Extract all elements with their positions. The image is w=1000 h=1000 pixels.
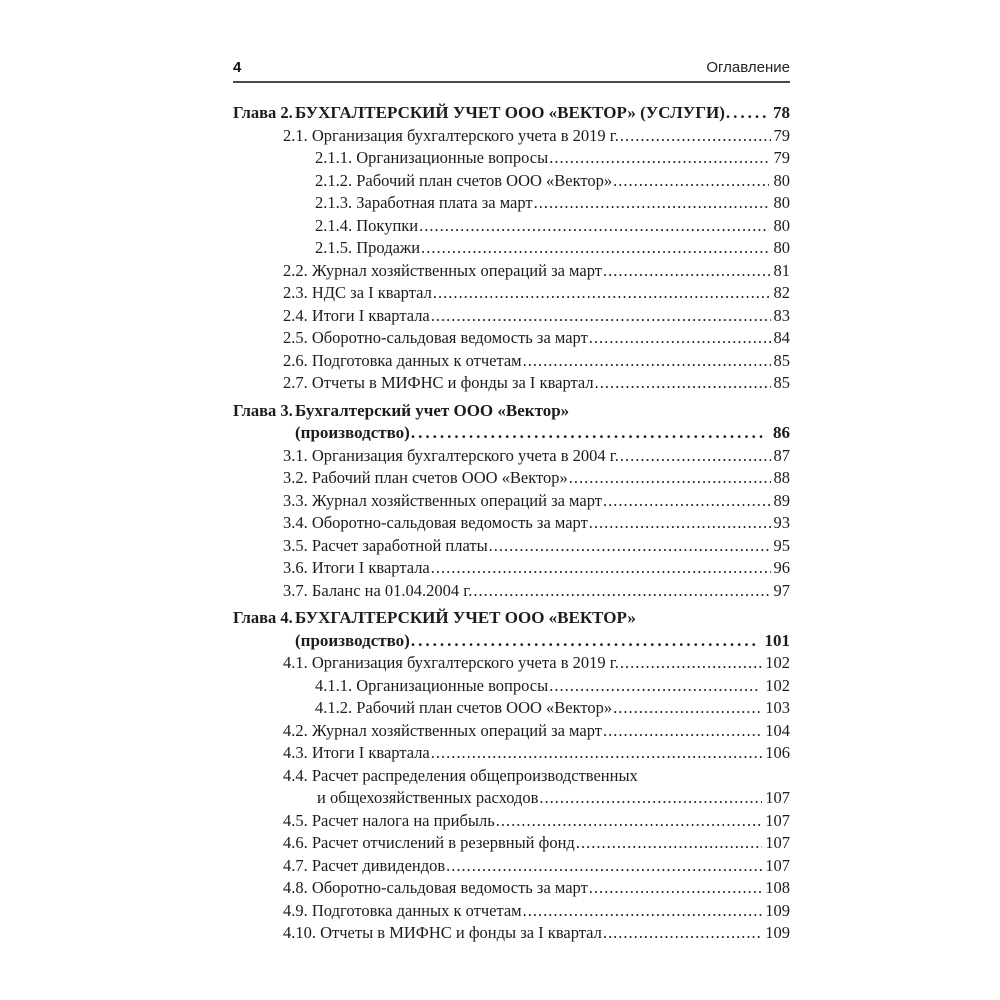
- dot-leader: [620, 125, 771, 148]
- entry-page-number: 81: [773, 260, 790, 280]
- entry-page-number: 80: [773, 215, 790, 235]
- entry-page-number: 102: [765, 653, 790, 672]
- entry-body: [283, 720, 790, 743]
- dot-leader: [576, 832, 762, 855]
- entry-page-number: 106: [765, 743, 790, 762]
- entry-line: [315, 237, 790, 260]
- entry-text: 2.2. Журнал хозяйственных операций за март: [283, 260, 602, 280]
- entry-page-number: 88: [773, 468, 790, 487]
- entry-page-number: 102: [765, 675, 790, 695]
- entry-body: [283, 490, 790, 513]
- entry-line: [283, 832, 790, 855]
- dot-leader: [603, 922, 762, 945]
- entry-body: [315, 192, 790, 215]
- toc-entry: [233, 557, 790, 580]
- dot-leader: [589, 512, 771, 535]
- entry-page-number: 109: [765, 923, 790, 942]
- entry-line: [315, 192, 790, 215]
- entry-text: 2.4. Итоги I квартала: [283, 305, 430, 325]
- entry-page-number: 79: [773, 125, 790, 145]
- entry-line: [283, 652, 790, 675]
- page-number: 4: [233, 59, 242, 76]
- entry-line: [283, 900, 790, 923]
- dot-leader: [620, 652, 762, 675]
- entry-line: [283, 490, 790, 513]
- entry-text: (производство): [295, 630, 410, 650]
- running-header: [233, 58, 790, 83]
- entry-body: [283, 372, 790, 395]
- toc-entry: [233, 467, 790, 490]
- toc-entry: [233, 372, 790, 395]
- entry-line: [283, 787, 790, 810]
- entry-line: [283, 512, 790, 535]
- entry-text: (производство): [295, 423, 410, 442]
- entry-body: [283, 445, 790, 468]
- entry-body: [283, 900, 790, 923]
- dot-leader: [433, 282, 771, 305]
- entry-text: 3.7. Баланс на 01.04.2004 г.: [283, 580, 473, 600]
- entry-line: [283, 877, 790, 900]
- dot-leader: [726, 102, 767, 125]
- entry-text: 3.1. Организация бухгалтерского учета в 2004 г.: [283, 445, 619, 465]
- dot-leader: [595, 372, 771, 395]
- toc-entry: [233, 832, 790, 855]
- entry-text: 2.7. Отчеты в МИФНС и фонды за I квартал: [283, 373, 594, 392]
- entry-text: 2.3. НДС за I квартал: [283, 283, 432, 302]
- entry-text: 4.8. Оборотно-сальдовая ведомость за март: [283, 878, 588, 897]
- dot-leader: [446, 855, 762, 878]
- dot-leader: [589, 327, 771, 350]
- chapter-label: Глава 3.: [233, 400, 293, 420]
- entry-line: [283, 720, 790, 743]
- entry-line: [283, 350, 790, 373]
- entry-line: [283, 327, 790, 350]
- dot-leader: [523, 900, 763, 923]
- toc-entry: [233, 305, 790, 328]
- entry-text: 4.7. Расчет дивидендов: [283, 855, 446, 875]
- toc-entry: [233, 765, 790, 810]
- entry-page-number: 107: [765, 788, 790, 807]
- entry-body: [315, 675, 790, 698]
- dot-leader: [473, 580, 770, 603]
- dot-leader: [549, 675, 760, 698]
- entry-body: [283, 855, 790, 878]
- entry-text: 2.6. Подготовка данных к отчетам: [283, 350, 522, 370]
- entry-line: [315, 215, 790, 238]
- entry-page-number: 84: [773, 328, 790, 347]
- dot-leader: [431, 557, 771, 580]
- entry-text: 2.1.4. Покупки: [315, 215, 419, 235]
- toc-entry: [233, 697, 790, 720]
- dot-leader: [419, 215, 768, 238]
- entry-body: [283, 512, 790, 535]
- dot-leader: [603, 260, 771, 283]
- entry-body: [283, 535, 790, 558]
- entry-page-number: 108: [765, 878, 790, 897]
- dot-leader: [489, 535, 771, 558]
- toc-entry: [233, 147, 790, 170]
- entry-body: [283, 305, 790, 328]
- toc-entry: [233, 580, 790, 603]
- toc-entry: [233, 810, 790, 833]
- entry-page-number: 79: [773, 148, 790, 167]
- entry-text: 4.9. Подготовка данных к отчетам: [283, 900, 522, 920]
- entry-text: 4.1.2. Рабочий план счетов ООО «Вектор»: [315, 698, 613, 717]
- entry-page-number: 107: [765, 810, 790, 830]
- entry-body: [283, 580, 790, 603]
- entry-body: [295, 607, 790, 652]
- entry-body: [283, 282, 790, 305]
- entry-text: 3.5. Расчет заработной платы: [283, 535, 488, 555]
- entry-body: [283, 652, 790, 675]
- entry-page-number: 86: [773, 423, 790, 442]
- toc-entry: [233, 512, 790, 535]
- toc-entry: [233, 922, 790, 945]
- toc-entry: [233, 445, 790, 468]
- toc-list: [233, 102, 790, 945]
- entry-line: [295, 422, 790, 445]
- dot-leader: [569, 467, 771, 490]
- entry-text: 4.10. Отчеты в МИФНС и фонды за I квартал: [283, 923, 602, 942]
- entry-text: 4.2. Журнал хозяйственных операций за март: [283, 720, 602, 740]
- dot-leader: [431, 305, 771, 328]
- toc-entry: [233, 900, 790, 923]
- entry-text: 2.5. Оборотно-сальдовая ведомость за март: [283, 328, 588, 347]
- entry-text: 4.6. Расчет отчислений в резервный фонд: [283, 833, 575, 852]
- toc-entry: [233, 327, 790, 350]
- entry-body: [295, 400, 790, 445]
- entry-text: Бухгалтерский учет ООО «Вектор»: [295, 400, 570, 420]
- entry-line: [295, 400, 790, 423]
- entry-page-number: 101: [764, 630, 790, 650]
- entry-body: [283, 877, 790, 900]
- entry-line: [283, 580, 790, 603]
- entry-page-number: 83: [773, 305, 790, 325]
- toc-entry: [233, 490, 790, 513]
- entry-body: [283, 810, 790, 833]
- entry-line: [315, 147, 790, 170]
- toc-entry: [233, 350, 790, 373]
- entry-body: [295, 102, 790, 125]
- toc-entry: [233, 170, 790, 193]
- toc-entry: [233, 877, 790, 900]
- entry-body: [283, 922, 790, 945]
- entry-body: [283, 327, 790, 350]
- entry-text: 4.1.1. Организационные вопросы: [315, 675, 549, 695]
- entry-line: [283, 445, 790, 468]
- entry-line: [295, 102, 790, 125]
- dot-leader: [431, 742, 762, 765]
- entry-text: 2.1.3. Заработная плата за март: [315, 193, 533, 212]
- dot-leader: [613, 697, 760, 720]
- dot-leader: [421, 237, 768, 260]
- entry-body: [283, 557, 790, 580]
- toc-entry: [233, 855, 790, 878]
- entry-page-number: 107: [765, 855, 790, 875]
- toc-chapter-entry: [233, 102, 790, 125]
- entry-page-number: 107: [765, 833, 790, 852]
- entry-body: [283, 125, 790, 148]
- entry-body: [283, 467, 790, 490]
- dot-leader: [496, 810, 762, 833]
- entry-text: 4.1. Организация бухгалтерского учета в 2019 г.: [283, 653, 619, 672]
- entry-page-number: 93: [773, 513, 790, 532]
- entry-text: 2.1. Организация бухгалтерского учета в 2019 г.: [283, 125, 619, 145]
- toc-entry: [233, 535, 790, 558]
- toc-entry: [233, 260, 790, 283]
- toc-entry: [233, 720, 790, 743]
- entry-text: БУХГАЛТЕРСКИЙ УЧЕТ ООО «ВЕКТОР» (УСЛУГИ): [295, 103, 725, 122]
- entry-text: БУХГАЛТЕРСКИЙ УЧЕТ ООО «ВЕКТОР»: [295, 608, 636, 627]
- entry-page-number: 104: [765, 720, 790, 740]
- entry-body: [315, 147, 790, 170]
- entry-body: [315, 215, 790, 238]
- entry-page-number: 80: [773, 238, 790, 257]
- entry-page-number: 95: [773, 535, 790, 555]
- entry-line: [315, 675, 790, 698]
- entry-body: [283, 742, 790, 765]
- entry-text: 3.3. Журнал хозяйственных операций за март: [283, 490, 602, 510]
- entry-text: 4.4. Расчет распределения общепроизводственных: [283, 765, 638, 785]
- entry-line: [315, 170, 790, 193]
- dot-leader: [603, 720, 762, 743]
- entry-line: [283, 810, 790, 833]
- toc-chapter-entry: [233, 607, 790, 652]
- dot-leader: [603, 490, 771, 513]
- entry-line: [283, 372, 790, 395]
- toc-entry: [233, 652, 790, 675]
- entry-page-number: 89: [773, 490, 790, 510]
- dot-leader: [534, 192, 769, 215]
- entry-page-number: 97: [773, 580, 790, 600]
- toc-entry: [233, 192, 790, 215]
- dot-leader: [613, 170, 768, 193]
- entry-text: 4.5. Расчет налога на прибыль: [283, 810, 495, 830]
- toc-entry: [233, 282, 790, 305]
- toc-entry: [233, 675, 790, 698]
- entry-page-number: 103: [765, 698, 790, 717]
- toc-entry: [233, 215, 790, 238]
- entry-page-number: 78: [773, 103, 790, 122]
- entry-body: [315, 697, 790, 720]
- dot-leader: [589, 877, 762, 900]
- entry-line: [295, 630, 790, 653]
- entry-text: 3.2. Рабочий план счетов ООО «Вектор»: [283, 468, 568, 487]
- entry-page-number: 109: [765, 900, 790, 920]
- entry-text: 3.4. Оборотно-сальдовая ведомость за март: [283, 513, 588, 532]
- entry-line: [283, 125, 790, 148]
- entry-page-number: 85: [773, 373, 790, 392]
- dot-leader: [523, 350, 771, 373]
- entry-line: [295, 607, 790, 630]
- chapter-label: Глава 4.: [233, 608, 293, 627]
- dot-leader: [411, 630, 759, 653]
- entry-text: 2.1.5. Продажи: [315, 238, 421, 257]
- entry-text: 2.1.2. Рабочий план счетов ООО «Вектор»: [315, 170, 613, 190]
- entry-body: [283, 765, 790, 810]
- entry-page-number: 80: [773, 170, 790, 190]
- dot-leader: [549, 147, 768, 170]
- entry-line: [283, 855, 790, 878]
- entry-line: [283, 260, 790, 283]
- entry-line: [283, 922, 790, 945]
- dot-leader: [620, 445, 771, 468]
- entry-line: [315, 697, 790, 720]
- toc-entry: [233, 742, 790, 765]
- entry-page-number: 80: [773, 193, 790, 212]
- entry-page-number: 96: [773, 558, 790, 577]
- entry-page-number: 87: [773, 445, 790, 465]
- entry-line: [283, 765, 790, 788]
- entry-text: 2.1.1. Организационные вопросы: [315, 148, 549, 167]
- entry-page-number: 82: [773, 283, 790, 302]
- entry-body: [283, 260, 790, 283]
- entry-body: [315, 237, 790, 260]
- entry-line: [283, 557, 790, 580]
- dot-leader: [539, 787, 762, 810]
- toc-entry: [233, 237, 790, 260]
- dot-leader: [411, 422, 767, 445]
- entry-line: [283, 742, 790, 765]
- chapter-label: Глава 2.: [233, 103, 293, 122]
- entry-text: 4.3. Итоги I квартала: [283, 743, 430, 762]
- entry-page-number: 85: [773, 350, 790, 370]
- entry-body: [315, 170, 790, 193]
- entry-text: 3.6. Итоги I квартала: [283, 558, 430, 577]
- entry-line: [283, 467, 790, 490]
- header-title: Оглавление: [706, 59, 790, 76]
- entry-line: [283, 535, 790, 558]
- entry-line: [283, 282, 790, 305]
- toc-chapter-entry: [233, 400, 790, 445]
- toc-entry: [233, 125, 790, 148]
- entry-body: [283, 832, 790, 855]
- entry-body: [283, 350, 790, 373]
- entry-line: [283, 305, 790, 328]
- entry-text: и общехозяйственных расходов: [317, 788, 539, 807]
